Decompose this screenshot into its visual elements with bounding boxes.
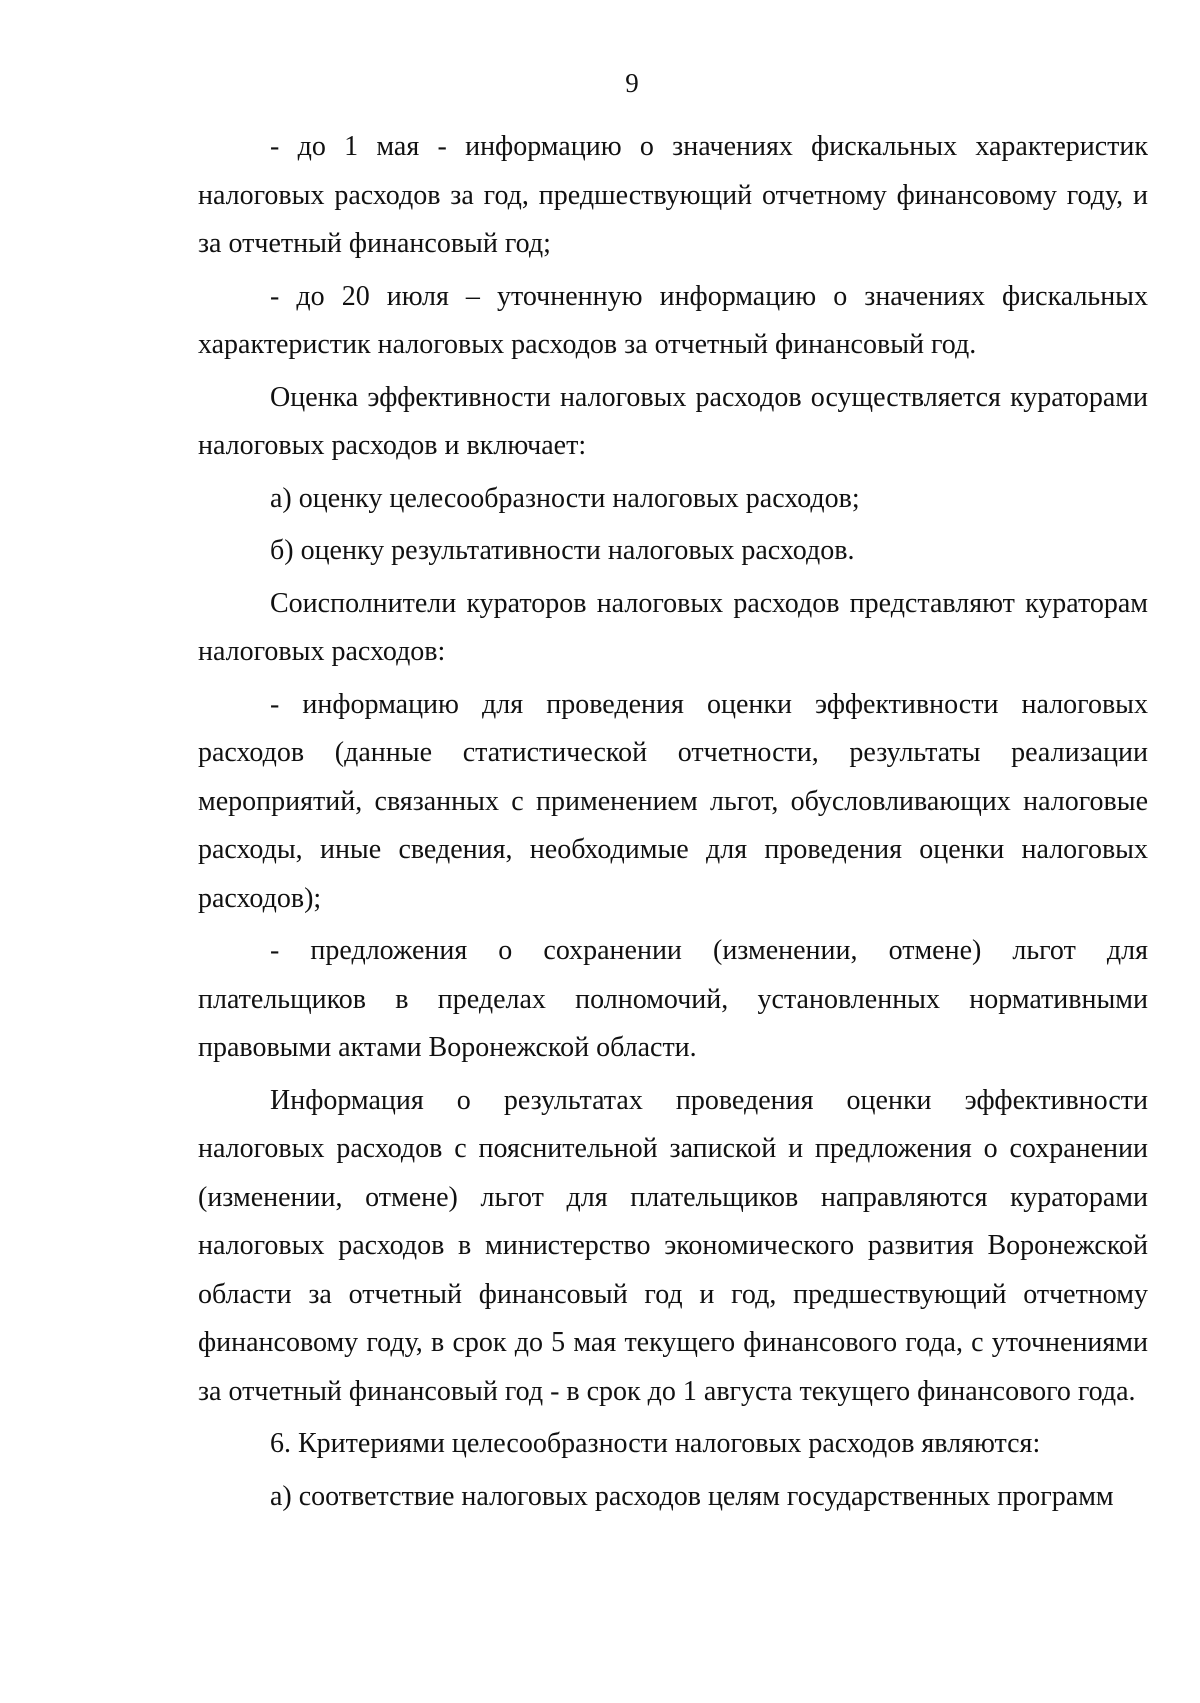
paragraph-item-b-effectiveness: б) оценку результативности налоговых расходов. bbox=[270, 535, 855, 566]
document-body bbox=[198, 123, 1148, 1521]
paragraph-assessment-intro: Оценка эффективности налоговых расходов осуществляется кураторами налоговых расходов и включает: bbox=[198, 381, 1148, 461]
paragraph-criterion-a: а) соответствие налоговых расходов целям государственных программ bbox=[270, 1480, 1114, 1512]
paragraph-results-information: Информация о результатах проведения оценки эффективности налоговых расходов с пояснительной запиской и предложения о сохранении (изменении, отмене) льгот для плательщиков направляются кураторами налоговых расходов в министерство экономического развития Воронежской области за отчетный финансовый год и год, предшествующий отчетному финансовому году, в срок до 5 мая текущего финансового года, с уточнениями за отчетный финансовый год - в срок до 1 августа текущего финансового года. bbox=[198, 1084, 1148, 1407]
paragraph-fiscal-may: - до 1 мая - информацию о значениях фискальных характеристик налоговых расходов за год, предшествующий отчетному финансовому году, и за отчетный финансовый год; bbox=[198, 131, 1148, 259]
paragraph-proposals-list-item: - предложения о сохранении (изменении, отмене) льгот для плательщиков в пределах полномочий, установленных нормативными правовыми актами Воронежской области. bbox=[198, 935, 1148, 1063]
paragraph-section-6-criteria: 6. Критериями целесообразности налоговых расходов являются: bbox=[270, 1428, 1041, 1459]
paragraph-co-executors: Соисполнители кураторов налоговых расходов представляют кураторам налоговых расходов: bbox=[198, 587, 1148, 667]
page-number: 9 bbox=[625, 68, 639, 98]
paragraph-item-a-expediency: а) оценку целесообразности налоговых расходов; bbox=[270, 482, 860, 514]
paragraph-information-list-item: - информацию для проведения оценки эффективности налоговых расходов (данные статистической отчетности, результаты реализации мероприятий, связанных с применением льгот, обусловливающих налоговые расходы, иные сведения, необходимые для проведения оценки налоговых расходов); bbox=[198, 688, 1148, 914]
paragraph-fiscal-july: - до 20 июля – уточненную информацию о значениях фискальных характеристик налоговых расходов за отчетный финансовый год. bbox=[198, 280, 1148, 360]
